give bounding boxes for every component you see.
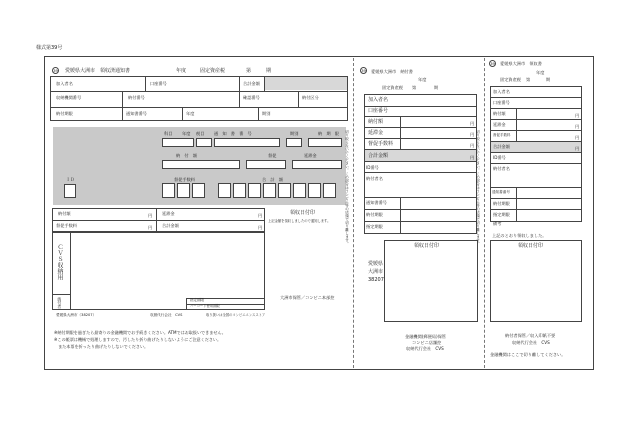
mid-ki: 第 <box>412 85 417 90</box>
ocr-cell <box>214 138 280 147</box>
hdr-sozei: 税目 <box>196 131 205 136</box>
right-tax: 固定資産税 <box>500 77 521 82</box>
mid-shimei-no: ID番号 <box>366 165 379 170</box>
mid-nozeisha: 納付者名 <box>366 176 383 181</box>
ocr-digit <box>293 183 306 198</box>
right-kanyusha: 加入者名 <box>493 89 510 94</box>
mid-kanyusha: 加入者名 <box>368 97 389 103</box>
right-tokusoku: 督促手数料 <box>493 133 511 137</box>
hdr-gokei: 合 計 額 <box>262 177 283 182</box>
ocr-cell <box>162 160 240 169</box>
right-circle: 39 <box>490 62 495 66</box>
mid-shitei: 指定期限 <box>366 224 383 229</box>
hdr-tsuchi: 通 知 書 番 号 <box>214 131 252 136</box>
ocr-digit <box>218 183 231 198</box>
right-ki2: 期 <box>546 77 551 82</box>
mid-tsuchi: 通知書番号 <box>366 200 387 205</box>
right-nozeisha: 納付者名 <box>493 166 510 171</box>
footer-right: 取り扱いは全国のコンビニエンスストア <box>206 313 266 317</box>
right-ki: 第 <box>526 77 531 82</box>
ocr-digit <box>308 183 321 198</box>
mid-city: 愛媛県 <box>368 261 384 267</box>
notice-ki2: 期 <box>266 68 272 74</box>
label-tokusoku-tesu: 督促手数料 <box>56 223 77 228</box>
mid-tokusoku: 督促手数料 <box>368 141 394 147</box>
ocr-cell <box>196 138 212 147</box>
right-nofu-kigen: 納付期限 <box>493 201 510 206</box>
mid-koza: 口座番号 <box>368 108 389 114</box>
label-koza: 口座番号 <box>150 81 167 86</box>
mid-nofu-kigen: 納付期限 <box>366 212 383 217</box>
right-received: 上記のとおり領収しました。 <box>492 233 547 238</box>
ocr-digit <box>162 183 175 198</box>
mid-ki2: 期 <box>434 85 439 90</box>
ocr-digit <box>233 183 246 198</box>
footer-kikan: 指定期限 <box>190 298 204 302</box>
mid-gokei: 合計金額 <box>368 153 389 159</box>
right-nofu: 納付額 <box>493 111 506 116</box>
mid-title: 愛媛県大洲市 納付書 <box>371 69 413 74</box>
ocr-digit <box>192 183 205 198</box>
ocr-cell <box>308 138 342 147</box>
ocr-cell <box>292 160 342 169</box>
right-side-note: 切り取らないでください。この部分はコンビニ等の店頭で切り離します。 <box>476 130 481 246</box>
mid-tax: 固定資産税 <box>382 85 403 90</box>
yen-4: 円 <box>258 225 263 230</box>
right-nendo: 年度 <box>536 70 545 75</box>
mid-nofu: 納付額 <box>368 119 384 125</box>
right-id-no: ID番号 <box>493 155 506 160</box>
notice-tax: 固定資産税 <box>200 68 226 74</box>
label-nofu-no: 納付番号 <box>128 95 145 100</box>
right-footer-3: 金融機関はここで切り離してください。 <box>490 352 566 357</box>
right-ryoshu-in: 領収日付印 <box>518 243 544 249</box>
mid-circle: 39 <box>361 69 366 73</box>
cvs-label: ＣＶＳ収納用 <box>56 244 63 280</box>
mid-footer-3: 収納代行会社 CVS <box>406 346 444 351</box>
mid-entai: 延滞金 <box>368 130 384 136</box>
yen-3: 円 <box>148 225 153 230</box>
right-tsuchi: 通知書番号 <box>492 190 510 194</box>
note-3: また本票を折ったり曲げたりしないでください。 <box>54 344 149 349</box>
label-nofu-kubun: 納付区分 <box>302 95 319 100</box>
mid-nendo: 年度 <box>418 77 427 82</box>
mid-ryoshu-in: 領収日付印 <box>414 243 440 249</box>
note-1: ※納付期限を過ぎたら最寄りの金融機関でお手続きください。ATMではお取扱いできません。 <box>54 330 226 335</box>
perforation-left <box>353 58 354 368</box>
footer-stamp: 大洲市保管／コンビニ本部控 <box>280 295 335 300</box>
mid-yen-4: 円 <box>470 155 475 160</box>
label-nofugaku: 納付額 <box>58 211 71 216</box>
right-stamp-box <box>490 240 582 322</box>
label-tsuchi: 通知書番号 <box>126 111 147 116</box>
hdr-tokusoku: 督促 <box>268 153 277 158</box>
label-gokei: 合計金額 <box>243 81 260 86</box>
ocr-cell <box>286 138 302 147</box>
hdr-nofu: 納 付 額 <box>176 153 197 158</box>
mid-yen-1: 円 <box>470 121 475 126</box>
hdr-kibetsu: 期別 <box>290 131 299 136</box>
ocr-cell <box>246 160 286 169</box>
hdr-kamoku: 科目 <box>164 131 173 136</box>
label-gokei-kingaku: 合計金額 <box>162 223 179 228</box>
footer-mid: 収納代行会社 CVS <box>150 313 183 317</box>
footer-barcode: バーコード使用期限 <box>190 304 220 308</box>
footer-left: 愛媛県大洲市（38207） <box>56 313 97 317</box>
right-footer-2: 収納代行会社 CVS <box>512 340 550 345</box>
label-kanyusha: 加入者名 <box>56 81 73 86</box>
mid-footer-2: コンビニ店舗控 <box>412 340 442 345</box>
ocr-digit <box>263 183 276 198</box>
mid-footer-1: 金融機関(郵便局)保管 <box>405 334 446 339</box>
perforation-right <box>484 58 485 368</box>
ocr-digit <box>177 183 190 198</box>
mid-stamp-box <box>384 240 478 322</box>
notice-nendo: 年度 <box>176 68 187 74</box>
label-nofu-kigen: 納付期限 <box>56 111 73 116</box>
hdr-nokigen: 納 期 限 <box>318 131 339 136</box>
mid-city2: 大洲市 <box>368 269 384 275</box>
ocr-cell <box>162 138 194 147</box>
note-2: ※この帳票は機械で処理しますので、汚したり折り曲げたりしないようにご注意ください。 <box>54 337 222 342</box>
form-number-circle: 39 <box>53 69 58 73</box>
ocr-digit <box>323 183 336 198</box>
mid-yen-2: 円 <box>470 132 475 137</box>
right-gokei: 合計金額 <box>493 144 510 149</box>
ocr-digit <box>278 183 291 198</box>
label-kakunin: 確認番号 <box>243 95 260 100</box>
right-koza: 口座番号 <box>493 100 510 105</box>
ocr-id: ＩＤ <box>66 177 75 182</box>
right-shitei: 指定期限 <box>493 212 510 217</box>
label-nendo2: 年度 <box>186 111 195 116</box>
yen-2: 円 <box>258 213 263 218</box>
notice-title: 愛媛県大洲市 領収済通知書 <box>65 68 131 74</box>
label-kibetsu: 期別 <box>262 111 271 116</box>
yen-1: 円 <box>148 213 153 218</box>
right-yen-2: 円 <box>575 124 580 129</box>
right-yen-1: 円 <box>575 113 580 118</box>
ryoshu-note: 上記金額を領収しましたので通知します。 <box>268 219 331 223</box>
mid-code: 38207 <box>368 277 384 283</box>
right-biko: 備考 <box>493 221 502 226</box>
right-yen-4: 円 <box>575 146 580 151</box>
hdr-nendo: 年度 <box>182 131 191 136</box>
right-yen-3: 円 <box>575 135 580 140</box>
notice-ki: 第 <box>246 68 252 74</box>
label-shuno: 収納機関番号 <box>56 95 82 100</box>
hdr-entai: 延滞金 <box>304 153 317 158</box>
right-entai: 延滞金 <box>493 122 506 127</box>
hdr-tesu: 督促手数料 <box>174 177 195 182</box>
ryoshu-in: 領収日付印 <box>290 210 316 216</box>
mid-side-note: 切り取らないでください。この部分はコンビニ等の店頭で切り離します。 <box>345 130 350 246</box>
form-id: 様式第39号 <box>36 45 63 51</box>
ocr-digit <box>248 183 261 198</box>
right-footer-1: 納付者保管／収入印紙不要 <box>505 333 556 338</box>
right-title: 愛媛県大洲市 領収書 <box>500 61 542 66</box>
notice-total-box <box>265 77 347 90</box>
mid-yen-3: 円 <box>470 143 475 148</box>
id-box <box>64 184 76 198</box>
cvs-shimei: 納付者 <box>57 297 63 309</box>
label-entaikin: 延滞金 <box>162 211 175 216</box>
